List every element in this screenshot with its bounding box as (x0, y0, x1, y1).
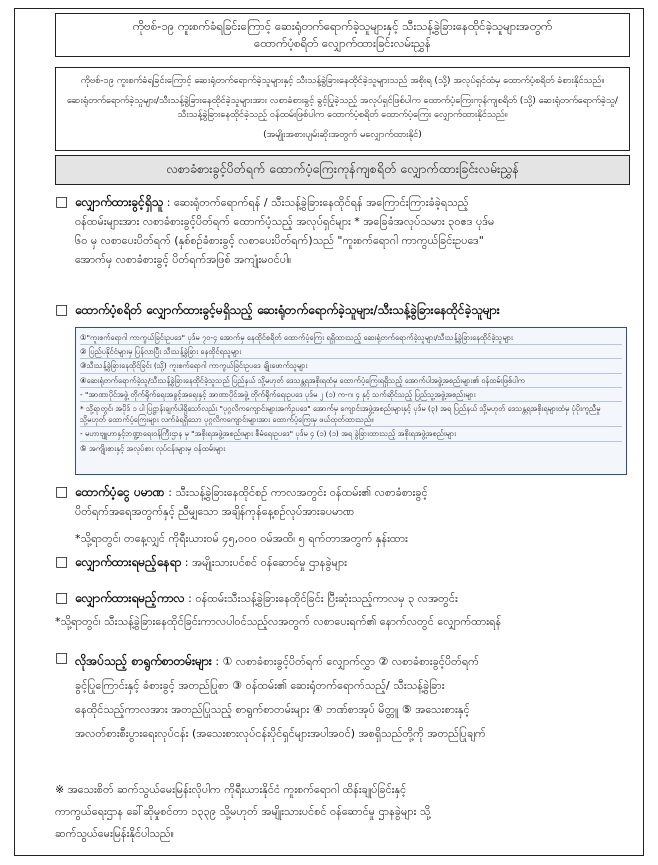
documents-label: လိုအပ်သည့် စာရွက်စာတမ်းများ (75, 654, 212, 668)
documents-line-1: : ① လစာခံစားခွင့်ပိတ်ရက် လျှောက်လွှာ ② လစာခံစားခွင့်ပိတ်ရက် (215, 655, 479, 668)
applicant-line-4: အောက်မှ လစာခံစားခွင့် ပိတ်ရက်အဖြစ် အကျုံးမဝင်ပါ။ (75, 253, 292, 266)
section-ineligible (55, 301, 630, 320)
documents-line-2: ခွင့်ပြုကြောင်းနှင့် ခံစားခွင့် အတည်ပြုစာ ③ ဝန်ထမ်း၏ ဆေးရုံတက်ရောက်သည့်/ သီးသန့်ခွဲခြား (75, 679, 445, 692)
section-amount (55, 483, 630, 548)
section-period (55, 589, 630, 631)
ineligible-notes-box (75, 327, 627, 475)
section-title: လစာခံစားခွင့်ပိတ်ရက် ထောက်ပံ့ကြေးကုန်ကျစရိတ် လျှောက်ထားခြင်းလမ်းညွှန် (55, 155, 630, 185)
applicant-label: လျှောက်ထားခွင့်ရှိသူ (75, 195, 164, 209)
note-item: ② ပြည်ပနိုင်ငံများမှ ပြန်လာပြီး သီးသန့်ခွဲခြား နေထိုင်ရသူများ (80, 345, 622, 359)
document-banner (55, 13, 630, 57)
checkbox-icon: □ (55, 194, 69, 210)
place-value: : အမျိုးသားပင်စင် ဝန်ဆောင်မှု ဌာနခွဲများ (184, 556, 347, 569)
section-applicant (55, 193, 630, 269)
note-item: - "အာဏာပိုင်အဖွဲ့ တိုက်ရိုက်ရေးအခွင့်အရေးနှင့် အာဏာပိုင်အဖွဲ့ တိုက်ရိုက်ရေးဥပဒေ ပုဒ်မ ၂ (၁) က-ဂ၊ ၄ နှင့် သက်ဆိုင်သည့် ပြည်သူ့အဖွဲ့အစည်းများ (80, 388, 622, 402)
amount-label: ထောက်ပံ့ငွေ ပမာဏ (75, 485, 165, 499)
amount-line-2: ပိတ်ရက်အရေအတွက်နှင့် ညီမျှသော အချိန်ကုန်နေ့စဉ်လုပ်အားခပမာဏ (75, 505, 355, 518)
documents-line-3: နေထိုင်သည့်ကာလအား အတည်ပြုသည့် စာရွက်စာတမ်းများ ④ ဘဏ်စာအုပ် မိတ္တူ ⑤ အသေးစားနှင့် (75, 703, 470, 716)
checkbox-icon: □ (55, 650, 69, 666)
applicant-line-3: ၆၀ မှ လစာပေးပိတ်ရက် (နှစ်စဉ်ခံစားခွင့် လစာပေးပိတ်ရက်)သည် "ကူးစက်ရောဂါ ကာကွယ်ခြင်းဥပဒေ" (75, 234, 484, 247)
intro-box (55, 67, 630, 151)
amount-note: *သို့ရာတွင်၊ တနေ့လျှင် ကိုရီးယားဝမ် ၄၅,၀၀၀ ဝမ်အထိ၊ ၅ ရက်တာအတွက် နှန်းထား (75, 532, 408, 545)
note-item: - မဟာဗျူဟာနှင့်ဘဏ္ဍာရေးဝန်ကြီးဌာန မှ "အစိုးရအဖွဲ့အစည်းများ စီမံရေးဥပဒေ" ပုဒ်မ ၄ (၁) (၁) အရ ခွဲခြားထားသည့် အစိုးရအဖွဲ့အစည်းများ (80, 427, 622, 441)
banner-line-2: ထောက်ပံ့စရိတ် လျှောက်ထားခြင်းလမ်းညွှန် (254, 36, 431, 50)
period-value: : ဝန်ထမ်းသီးသန့်ခွဲခြားနေထိုင်ခြင်း ပြီးဆုံးသည့်ကာလမှ ၃ လအတွင်း (188, 592, 458, 605)
checkbox-icon: □ (55, 554, 69, 570)
footer-line-1: ※ အသေးစိတ် ဆက်သွယ်မေးမြန်းလိုပါက ကိုရီးယားနိုင်ငံ ကူးစက်ရောဂါ ထိန်းချုပ်ခြင်းနှင့် (55, 783, 407, 796)
note-item: ⑤ အကျိုးစားနှင့် အလုပ်စား လုပ်ငန်းများမှ ဝန်ထမ်းများ (80, 443, 226, 453)
intro-paragraph-3: (အမျိုးအစားပျမ်းဆိုးအတွက် မလျှောက်ထားနိုင်) (263, 129, 422, 140)
section-place (55, 553, 630, 572)
amount-line-1: : သီးသန့်ခွဲခြားနေထိုင်စဉ် ကာလအတွင်း ဝန်ထမ်း၏ လစာခံစားခွင့် (168, 486, 428, 499)
checkbox-icon: □ (55, 302, 69, 318)
contact-footer (55, 779, 630, 845)
ineligible-label: ထောက်ပံ့စရိတ် လျှောက်ထားခွင့်မရှိသည့် ဆေးရုံတက်ရောက်ခဲ့သူများ/သီးသန့်ခွဲခြားနေထိုင်ခဲ့သူများ (75, 303, 500, 317)
applicant-line-1: : ဆေးရုံတက်ရောက်ရန် / သီးသန့်ခွဲခြားနေထိုင်ရန် အကြောင်းကြားခံခဲ့ရသည့် (166, 196, 469, 209)
place-label: လျှောက်ထားရမည့်နေရာ (75, 555, 182, 569)
intro-paragraph-2: ဆေးရုံတက်ရောက်ခဲ့သူများ/သီးသန့်ခွဲခြားနေထိုင်ခဲ့သူများအား လစာခံစားခွင့် ခွင့်ပြုခဲ့သည့် အလုပ်ရှင်ဖြစ်ပါက ထောက်ပံ့ကြေးကုန်ကျစရိတ် (သို့) ဆေးရုံတက်ရောက်ခဲ့သူ/ သီးသန့်ခွဲခြားနေထိုင်ခဲ့သည့် ဝန်ထမ်းဖြစ်ပါက ထောက်ပံ့စရိတ် ထောက်ပံ့ကြေး လျှောက်ထားနိုင်သည်။ (66, 95, 618, 120)
checkbox-icon: □ (55, 590, 69, 606)
applicant-line-2: ဝန်ထမ်းများအား လစာခံစားခွင့်ပိတ်ရက် ထောက်ပံ့သည့် အလုပ်ရှင်များ * အခြေခံအလုပ်သမား ၃၀ဧဒ ပုဒ်မ (75, 215, 495, 228)
footer-line-3: ဆက်သွယ်မေးမြန်းနိုင်ပါသည်။ (55, 827, 174, 840)
footer-line-2: ကာကွယ်ရေးဌာန ခေါ်ဆိုမှုစင်တာ ၁၃၃၉ သို့မဟုတ် အမျိုးသားပင်စင် ဝန်ဆောင်မှု ဌာနခွဲများ သို့ (55, 805, 431, 818)
note-item: ①"ကူးစက်ရောဂါ ကာကွယ်ခြင်းဥပဒေ" ပုဒ်မ ၇၀-၄ အောက်မှ နေထိုင်စရိတ် ထောက်ပံ့ကြေး ရရှိထားသည့် ဆေးရုံတက်ရောက်ခဲ့သူများ/သီးသန့်ခွဲခြားနေထိုင်ခဲ့သူများ (80, 331, 622, 345)
document-page (14, 8, 644, 856)
period-label: လျှောက်ထားရမည့်ကာလ (75, 591, 185, 605)
period-note: *သို့ရာတွင်၊ သီးသန့်ခွဲခြားနေထိုင်ခြင်းကာလပါဝင်သည့်လအတွက် လစာပေးရက်၏ နောက်လတွင် လျှောက်ထားရန် (55, 615, 502, 628)
note-item: * သို့ရာတွင်၊ အပိုဒ် ၁ ပါ ပြဋ္ဌာန်းချက်ပါရှိသော်လည်း "ပုဂ္ဂလိကကျောင်းများအက်ဥပဒေ" အောက်မှ ကျောင်းအဖွဲ့အစည်းများနှင့် ပုဒ်မ (၃) အရ ပြည်နယ် သို့မဟုတ် ဒေသန္တရအစိုးရများထံမှ ပုံပိုးကူညီမှု သို့မဟုတ် ထောက်ပံ့ကြေးများ လက်ခံရရှိသော ပုဂ္ဂလိကကျောင်းများအား ထောက်ပံ့ကြေးမှ ဖယ်ထုတ်ထားသည်။ (80, 402, 622, 427)
checkbox-icon: □ (55, 484, 69, 500)
documents-line-4: အလတ်စားစီးပွားရေးလုပ်ငန်း (အသေးစားလုပ်ငန်းပိုင်ရှင်များအပါအဝင်) အစရှိသည်တို့ကို အတည်ပြုချက် (75, 727, 486, 740)
section-documents (55, 649, 630, 746)
note-item: ③သီးသန့်ခွဲခြားနေထိုင်ခြင်း (သို့) ကူးစက်ရောဂါ ကာကွယ်ခြင်းဥပဒေ ချိုးဖောက်သူများ (80, 359, 622, 373)
intro-paragraph-1: ကိုဗစ်-၁၉ ကူးစက်ခံရခြင်းကြောင့် ဆေးရုံတက်ရောက်ခဲ့သူများနှင့် သီးသန့်ခွဲခြားနေထိုင်ခဲ့သူများသည် အစိုးရ (သို့) အလုပ်ရှင်ထံမှ ထောက်ပံ့စရိတ် ခံစားနိုင်သည်။ (80, 75, 605, 86)
banner-line-1: ကိုဗစ်-၁၉ ကူးစက်ခံရခြင်းကြောင့် ဆေးရုံတက်ရောက်ခဲ့သူများနှင့် သီးသန့်ခွဲခြားနေထိုင်ခဲ့သူများအတွက် (132, 19, 553, 33)
note-item: ④ဆေးရုံတက်ရောက်ခဲ့သူ/သီးသန့်ခွဲခြားနေထိုင်ခဲ့သူသည် ပြည်နယ် သို့မဟုတ် ဒေသန္တရအစိုးရထံမှ ထောက်ပံ့ကြေးရရှိသည့် အောက်ပါအဖွဲ့အစည်းများ၏ ဝန်ထမ်းဖြစ်ပါက (80, 374, 622, 388)
